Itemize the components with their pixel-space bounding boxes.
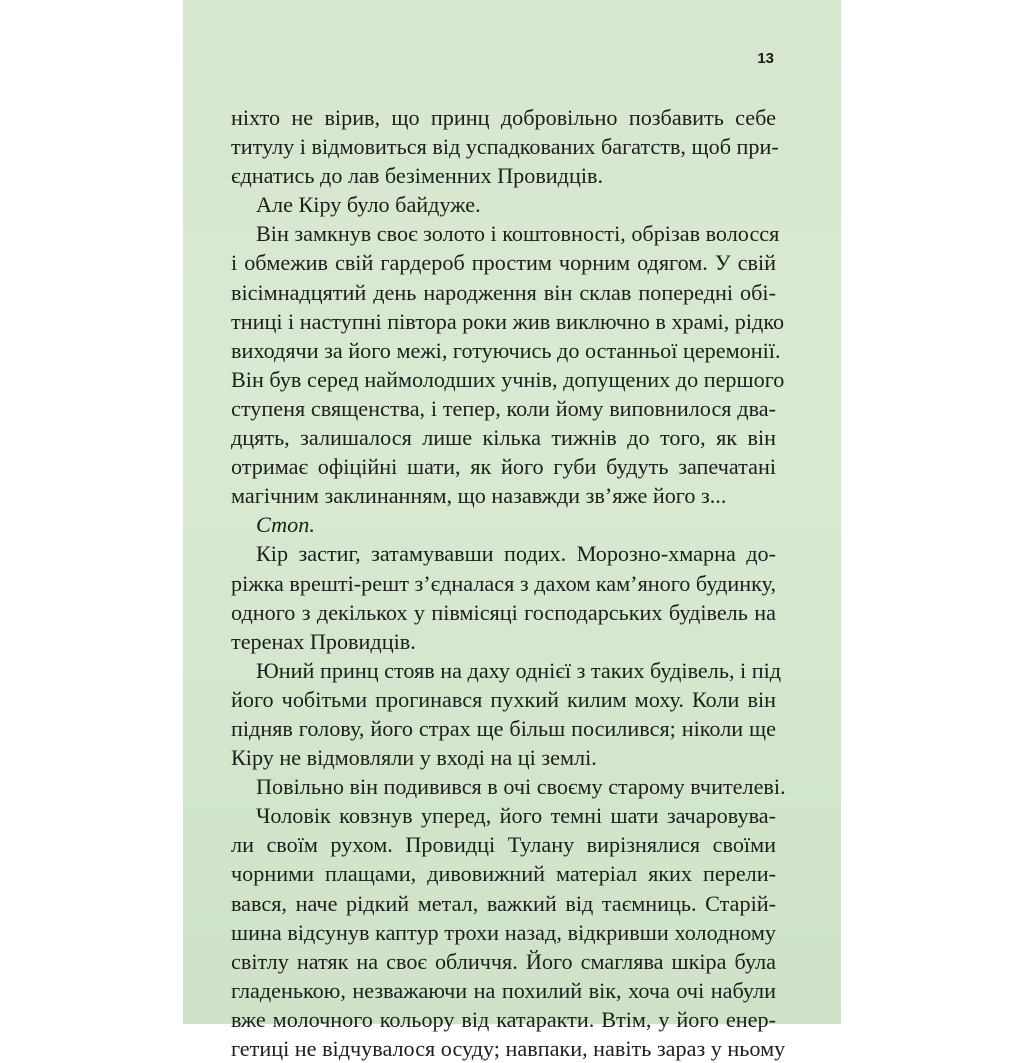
text-line: гладенькою, незважаючи на похилий вік, хоча очі набули [231,977,776,1003]
text-line: титулу і відмовиться від успадкованих багатств, щоб при- [231,134,779,160]
text-line: Кіру не відмовляли у вході на ці землі. [231,745,597,771]
text-line: єднатись до лав безіменних Провидців. [231,163,604,189]
text-line: виходячи за його межі, готуючись до останньої церемонії. [231,337,781,363]
text-line: його чобітьми прогинався пухкий килим моху. Коли він [231,686,776,712]
text-line: магічним заклинанням, що назавжди зв’яже його з... [231,483,727,509]
text-line: вісімнадцятий день народження він склав попередні обі- [231,279,776,305]
text-line: Він був серед наймолодших учнів, допущених до першого [231,366,785,392]
text-line: гетиці не відчувалося осуду; навпаки, навіть зараз у ньому [231,1036,786,1061]
page-number: 13 [757,50,774,67]
text-line: чорними плащами, дивовижний матеріал яких перели- [231,861,776,887]
text-line: Чоловік ковзнув уперед, його темні шати зачаровува- [256,803,776,829]
text-line: теренах Провидців. [231,628,416,654]
text-line: ли своїм рухом. Провидці Тулану вирізнялися своїми [231,832,776,858]
text-line: підняв голову, його страх ще більш посилився; ніколи ще [231,715,776,741]
text-line: Він замкнув своє золото і коштовності, обрізав волосся [256,221,780,247]
text-line: вався, наче рідкий метал, важкий від таємниць. Старій- [231,890,776,916]
text-line: Але Кіру було байдуже. [256,192,481,218]
text-line: ніхто не вірив, що принц добровільно позбавить себе [231,105,776,130]
text-line: отримає офіційні шати, як його губи будуть запечатані [231,454,776,480]
text-line: світлу натяк на своє обличчя. Його смаглява шкіра була [231,948,776,974]
text-line: дцять, залишалося лише кілька тижнів до того, як він [231,425,776,451]
text-line: і обмежив свій гардероб простим чорним одягом. У свій [231,250,776,276]
text-line: одного з декількох у півмісяці господарських будівель на [231,599,776,625]
text-line: Кір застиг, затамувавши подих. Морозно-хмарна до- [256,541,776,567]
text-line: ступеня священства, і тепер, коли йому виповнилося два- [231,395,776,421]
text-line: шина відсунув каптур трохи назад, відкривши холодному [231,919,776,945]
text-line: Повільно він подивився в очі своєму старому вчителеві. [256,774,786,800]
text-line: тниці і наступні півтора роки жив виключно в храмі, рідко [231,308,785,334]
italic-text-line: Стоп. [256,512,315,538]
text-line: Юний принц стояв на даху однієї з таких будівель, і під [256,657,782,683]
body-text [231,103,786,1063]
text-line: вже молочного кольору від катаракти. Втім, у його енер- [231,1006,776,1032]
text-line: ріжка врешті-решт з’єдналася з дахом кам’яного будинку, [231,570,776,596]
